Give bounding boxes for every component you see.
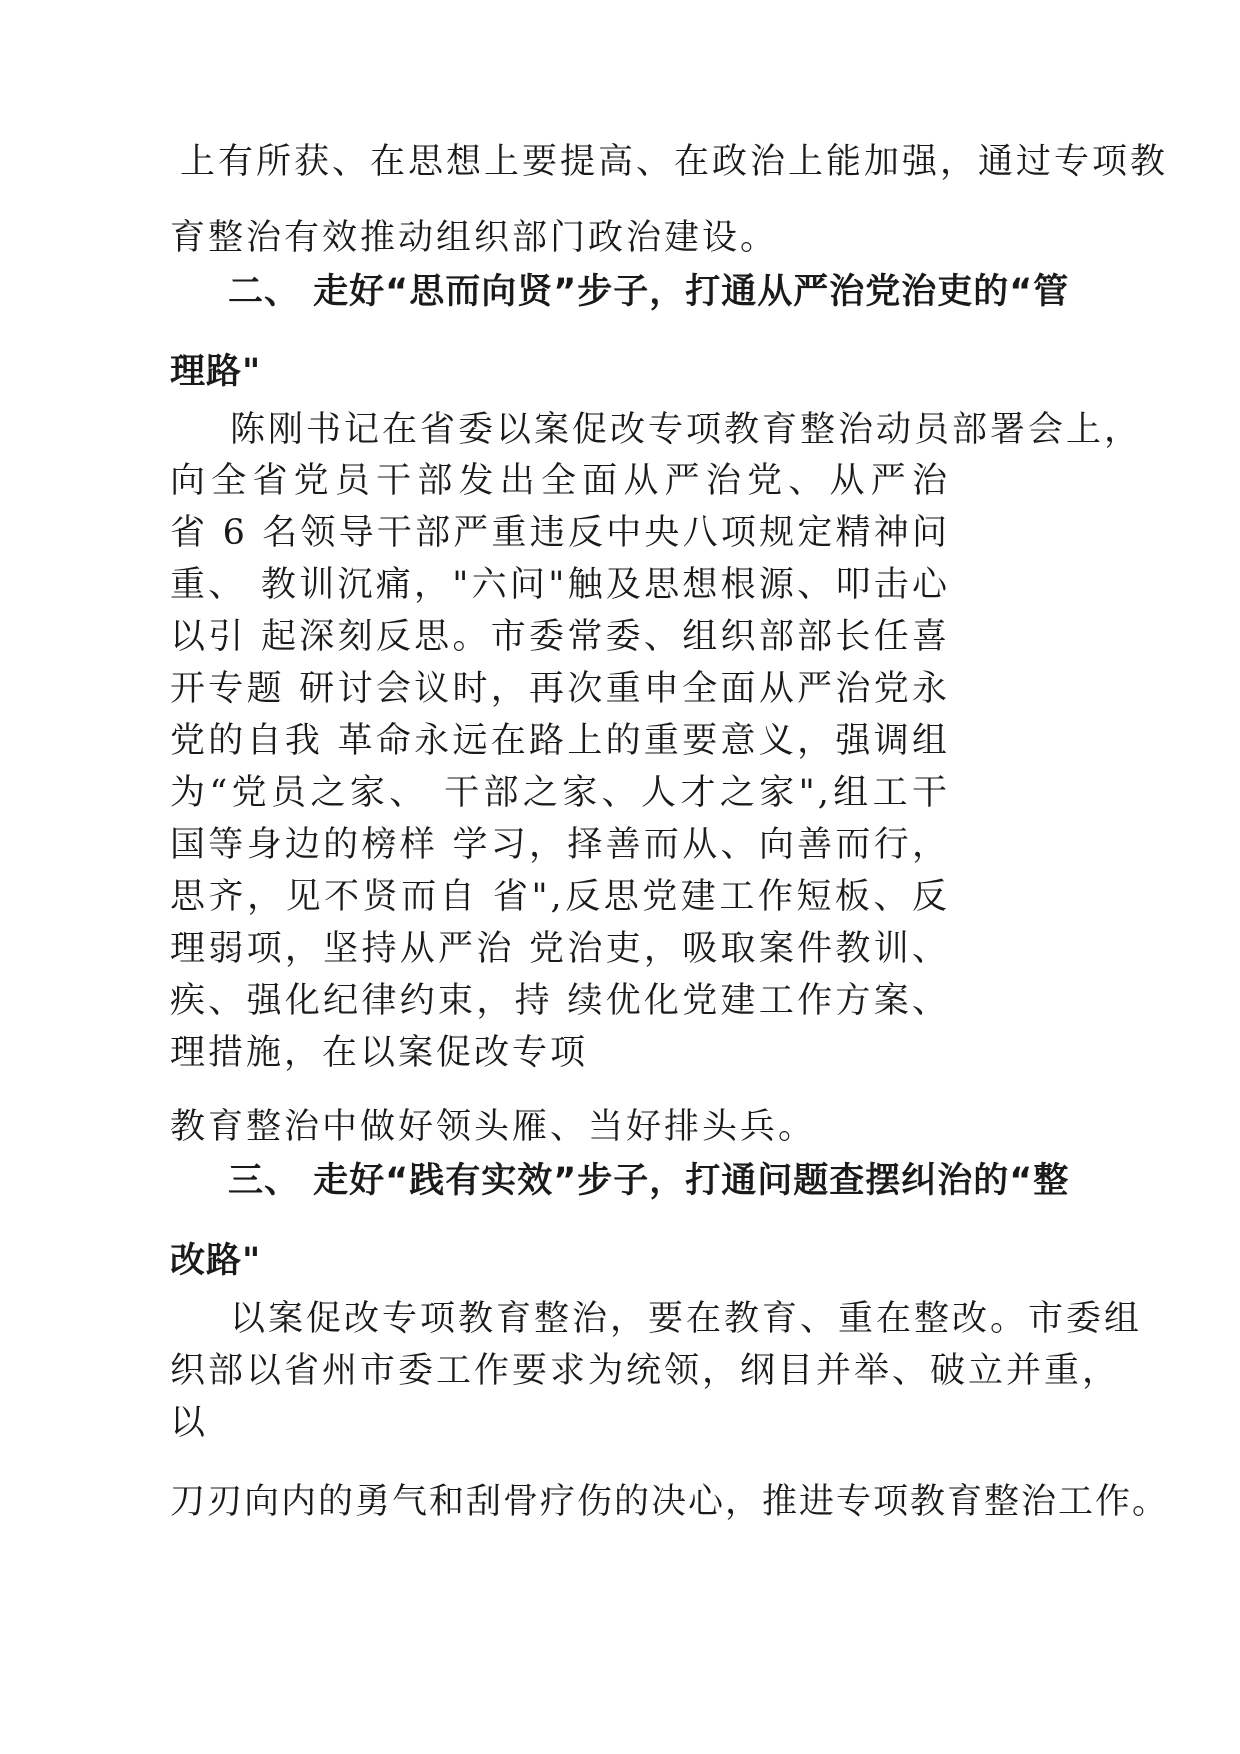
section-2-heading-line-2: 理路" [170,352,262,392]
section-2-heading-line-1: 二、 走好“思而向贤”步子，打通从严治党治吏的“管 [228,272,1070,312]
section-3-paragraph-line: 织部以省州市委工作要求为统领，纲目并举、破立并重， [170,1351,1121,1391]
section-2-paragraph-line: 为“党员之家、 干部之家、人才之家",组工干 [170,773,950,813]
section-2-paragraph-line: 疾、强化纪律约束，持 续优化党建工作方案、 [170,981,950,1021]
section-3-paragraph-line: 以 [170,1403,209,1443]
section-2-paragraph-line: 党的自我 革命永远在路上的重要意义，强调组 [170,721,950,761]
section-2-paragraph-line: 向全省党员干部发出全面从严治党、从严治 [170,461,950,501]
section-2-paragraph-line: 陈刚书记在省委以案促改专项教育整治动员部署会上， [230,410,1143,450]
intro-line-2: 育整治有效推动组织部门政治建设。 [170,218,779,258]
section-3-paragraph-line: 以案促改专项教育整治，要在教育、重在整改。市委组 [230,1299,1143,1339]
section-3-heading-line-2: 改路" [170,1241,262,1281]
section-2-paragraph-line: 思齐，见不贤而自 省",反思党建工作短板、反 [170,877,950,917]
intro-line-1: 上有所获、在思想上要提高、在政治上能加强，通过专项教 [180,142,1169,182]
section-3-closing-line: 刀刃向内的勇气和刮骨疗伤的决心，推进专项教育整治工作。 [170,1482,1170,1522]
section-2-paragraph-line: 理弱项，坚持从严治 党治吏，吸取案件教训、 [170,929,950,969]
section-2-paragraph-line: 开专题 研讨会议时，再次重申全面从严治党永 [170,669,950,709]
section-2-paragraph-line: 省 6 名领导干部严重违反中央八项规定精神问 [170,513,950,553]
section-3-heading-line-1: 三、 走好“践有实效”步子，打通问题查摆纠治的“整 [228,1161,1070,1201]
section-2-paragraph-line: 以引 起深刻反思。市委常委、组织部部长任喜 [170,617,950,657]
section-2-closing-line: 教育整治中做好领头雁、当好排头兵。 [170,1107,817,1147]
section-2-paragraph-line: 理措施，在以案促改专项 [170,1033,589,1073]
section-2-paragraph-line: 国等身边的榜样 学习，择善而从、向善而行， [170,825,950,865]
section-2-paragraph-line: 重、 教训沉痛，"六问"触及思想根源、叩击心 [170,565,950,605]
